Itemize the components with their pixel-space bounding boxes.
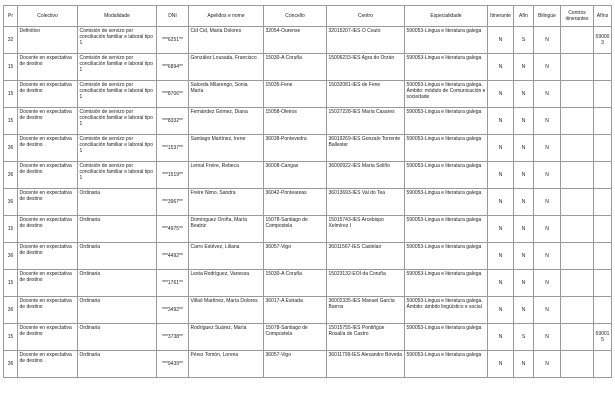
cell-dni: ***1537**	[157, 135, 189, 162]
cell-especialidade: 590053-Lingua e literatura galega	[405, 351, 488, 378]
cell-pr: 15	[4, 108, 18, 135]
cell-colectivo: Docente en expectativa de destino	[18, 216, 78, 243]
cell-bilingue: N	[534, 81, 561, 108]
cell-centro: 15006233-IES Agra do Orzán	[327, 54, 405, 81]
cell-centros-itinerantes	[561, 189, 594, 216]
cell-dni: ***9439**	[157, 351, 189, 378]
cell-dni: ***3738**	[157, 324, 189, 351]
cell-centro: 15015755-IES Pontiñgüe Rosalía de Castro	[327, 324, 405, 351]
cell-apelidos-nome: Santiago Martínez, Irene	[189, 135, 264, 162]
cell-concello: 15030-A Coruña	[264, 270, 327, 297]
cell-itinerante: N	[488, 216, 514, 243]
cell-especialidade: 590053-Lingua e literatura galega	[405, 54, 488, 81]
cell-especialidade: 590053-Lingua e literatura galega	[405, 243, 488, 270]
cell-especialidade: 590053-Lingua e literatura galega. Ámbito: ámbito lingüístico e social	[405, 297, 488, 324]
cell-pr: 36	[4, 297, 18, 324]
cell-itinerante: N	[488, 162, 514, 189]
cell-apelidos-nome: Fernández Gómez, Diana	[189, 108, 264, 135]
cell-itinerante: N	[488, 81, 514, 108]
cell-colectivo: Docente en expectativa de destino	[18, 189, 78, 216]
table-row	[4, 270, 612, 297]
cell-afins	[594, 54, 612, 81]
cell-centro: 36011567-IES Castelao	[327, 243, 405, 270]
cell-centros-itinerantes	[561, 27, 594, 54]
cell-afin: N	[514, 297, 534, 324]
cell-centro: 36011799-IES Alexandre Bóveda	[327, 351, 405, 378]
cell-pr: 15	[4, 216, 18, 243]
cell-centro: 36019269-IES Gonzalo Torrente Ballester	[327, 135, 405, 162]
cell-centros-itinerantes	[561, 108, 594, 135]
cell-centro: 15023132-EOI da Coruña	[327, 270, 405, 297]
cell-dni: ***6251**	[157, 27, 189, 54]
cell-concello: 36017-A Estrada	[264, 297, 327, 324]
cell-colectivo: Docente en expectativa de destino	[18, 81, 78, 108]
cell-centros-itinerantes	[561, 351, 594, 378]
cell-afin: N	[514, 108, 534, 135]
cell-centros-itinerantes	[561, 270, 594, 297]
cell-itinerante: N	[488, 297, 514, 324]
cell-modalidade: Comisión de servizo por conciliación familiar e laboral tipo 1	[78, 162, 157, 189]
cell-pr: 15	[4, 270, 18, 297]
table-row	[4, 162, 612, 189]
cell-centro: 36013693-IES Val do Tea	[327, 189, 405, 216]
cell-afin: N	[514, 243, 534, 270]
cell-centro: 15015743-IES Arcebispo Xelmírez I	[327, 216, 405, 243]
cell-concello: 15058-Oleiros	[264, 108, 327, 135]
cell-itinerante: N	[488, 54, 514, 81]
cell-concello: 36038-Pontevedra	[264, 135, 327, 162]
cell-concello: 36057-Vigo	[264, 351, 327, 378]
cell-apelidos-nome: Lesta Rodríguez, Vanessa	[189, 270, 264, 297]
cell-colectivo: Docente en expectativa de destino	[18, 162, 78, 189]
cell-bilingue: N	[534, 162, 561, 189]
col-bilingue-header: Bilingüe	[534, 6, 561, 27]
cell-afin: N	[514, 270, 534, 297]
cell-afins	[594, 189, 612, 216]
cell-colectivo: Docente en expectativa de destino	[18, 270, 78, 297]
cell-dni: ***3492**	[157, 297, 189, 324]
cell-modalidade: Ordinaria	[78, 351, 157, 378]
cell-pr: 36	[4, 135, 18, 162]
cell-modalidade: Comisión de servizo por conciliación familiar e laboral tipo 1	[78, 27, 157, 54]
cell-centro: 36000922-IES María Soliño	[327, 162, 405, 189]
assignments-table	[3, 5, 612, 378]
cell-pr: 36	[4, 189, 18, 216]
cell-modalidade: Comisión de servizo por conciliación familiar e laboral tipo 1	[78, 54, 157, 81]
table-row	[4, 189, 612, 216]
table-row	[4, 108, 612, 135]
cell-apelidos-nome: Salceda Milarengo, Sonia María	[189, 81, 264, 108]
cell-concello: 15078-Santiago de Compostela	[264, 216, 327, 243]
cell-centros-itinerantes	[561, 216, 594, 243]
cell-apelidos-nome: Rodríguez Suárez, María	[189, 324, 264, 351]
cell-apelidos-nome: Villaó Martínez, María Dolores	[189, 297, 264, 324]
cell-especialidade: 590053-Lingua e literatura galega	[405, 189, 488, 216]
cell-concello: 36057-Vigo	[264, 243, 327, 270]
col-dni-header: DNI	[157, 6, 189, 27]
cell-dni: ***1761**	[157, 270, 189, 297]
cell-bilingue: N	[534, 27, 561, 54]
cell-pr: 36	[4, 162, 18, 189]
table-row	[4, 27, 612, 54]
col-especialidade-header: Especialidade	[405, 6, 488, 27]
cell-modalidade: Ordinaria	[78, 189, 157, 216]
table-header-row	[4, 6, 612, 27]
table-row	[4, 135, 612, 162]
cell-afins	[594, 81, 612, 108]
col-concello-header: Concello	[264, 6, 327, 27]
cell-itinerante: N	[488, 189, 514, 216]
table-row	[4, 324, 612, 351]
cell-colectivo: Docente en expectativa de destino	[18, 54, 78, 81]
table-row	[4, 351, 612, 378]
cell-afins	[594, 243, 612, 270]
cell-pr: 32	[4, 27, 18, 54]
cell-afin: N	[514, 189, 534, 216]
cell-afins: 590015	[594, 324, 612, 351]
cell-dni: ***4492**	[157, 243, 189, 270]
cell-afins	[594, 351, 612, 378]
cell-modalidade: Ordinaria	[78, 243, 157, 270]
table-row	[4, 297, 612, 324]
cell-centros-itinerantes	[561, 243, 594, 270]
cell-especialidade: 590053-Lingua e literatura galega	[405, 162, 488, 189]
cell-apelidos-nome: González Lousada, Francisco	[189, 54, 264, 81]
cell-centro: 15027228-IES María Casares	[327, 108, 405, 135]
col-apelidos-nome-header: Apelidos e nome	[189, 6, 264, 27]
cell-itinerante: N	[488, 351, 514, 378]
cell-itinerante: N	[488, 135, 514, 162]
cell-centros-itinerantes	[561, 324, 594, 351]
cell-colectivo: Definitivo	[18, 27, 78, 54]
cell-colectivo: Docente en expectativa de destino	[18, 108, 78, 135]
cell-centros-itinerantes	[561, 81, 594, 108]
cell-modalidade: Comisión de servizo por conciliación familiar e laboral tipo 1	[78, 135, 157, 162]
cell-dni: ***4975**	[157, 216, 189, 243]
cell-especialidade: 590053-Lingua e literatura galega	[405, 216, 488, 243]
cell-centro: 15032081-IES de Fene	[327, 81, 405, 108]
col-centro-header: Centro	[327, 6, 405, 27]
cell-afins: 590003	[594, 27, 612, 54]
col-colectivo-header: Colectivo	[18, 6, 78, 27]
cell-concello: 36042-Ponteareas	[264, 189, 327, 216]
cell-afins	[594, 135, 612, 162]
cell-colectivo: Docente en expectativa de destino	[18, 243, 78, 270]
cell-dni: ***8706**	[157, 81, 189, 108]
cell-afins	[594, 216, 612, 243]
table-row	[4, 216, 612, 243]
cell-especialidade: 590053-Lingua e literatura galega. Ámbito: módulo de Comunicación e sociedade	[405, 81, 488, 108]
cell-itinerante: N	[488, 27, 514, 54]
cell-afin: N	[514, 216, 534, 243]
cell-bilingue: N	[534, 135, 561, 162]
cell-concello: 15078-Santiago de Compostela	[264, 324, 327, 351]
cell-centros-itinerantes	[561, 135, 594, 162]
cell-itinerante: N	[488, 108, 514, 135]
col-pr-header: Pr	[4, 6, 18, 27]
cell-afin: S	[514, 27, 534, 54]
cell-pr: 15	[4, 324, 18, 351]
cell-especialidade: 590053-Lingua e literatura galega	[405, 324, 488, 351]
cell-bilingue: N	[534, 351, 561, 378]
cell-apelidos-nome: Domínguez Oroña, María Beatriz	[189, 216, 264, 243]
cell-apelidos-nome: Freire Nimo, Sandra	[189, 189, 264, 216]
cell-apelidos-nome: Pérez Tomón, Lorena	[189, 351, 264, 378]
cell-itinerante: N	[488, 243, 514, 270]
cell-colectivo: Docente en expectativa de destino	[18, 324, 78, 351]
cell-especialidade: 590053-Lingua e literatura galega	[405, 270, 488, 297]
cell-centro: 36002335-IES Manuel García Barros	[327, 297, 405, 324]
cell-pr: 15	[4, 54, 18, 81]
cell-dni: ***3967**	[157, 189, 189, 216]
cell-bilingue: N	[534, 324, 561, 351]
cell-modalidade: Comisión de servizo por conciliación familiar e laboral tipo 1	[78, 108, 157, 135]
cell-afins	[594, 162, 612, 189]
cell-afins	[594, 108, 612, 135]
cell-concello: 32054-Ourense	[264, 27, 327, 54]
col-afins-header: Afíns	[594, 6, 612, 27]
table-row	[4, 54, 612, 81]
cell-itinerante: N	[488, 324, 514, 351]
cell-pr: 36	[4, 351, 18, 378]
cell-afin: N	[514, 351, 534, 378]
cell-bilingue: N	[534, 54, 561, 81]
cell-centros-itinerantes	[561, 162, 594, 189]
cell-bilingue: N	[534, 243, 561, 270]
col-afin-header: Afín	[514, 6, 534, 27]
col-modalidade-header: Modalidade	[78, 6, 157, 27]
cell-modalidade: Ordinaria	[78, 297, 157, 324]
cell-modalidade: Ordinaria	[78, 324, 157, 351]
cell-bilingue: N	[534, 270, 561, 297]
cell-especialidade: 590053-Lingua e literatura galega	[405, 135, 488, 162]
cell-apelidos-nome: Lemat Freire, Rebeca	[189, 162, 264, 189]
cell-bilingue: N	[534, 108, 561, 135]
cell-afin: S	[514, 324, 534, 351]
cell-concello: 15030-A Coruña	[264, 54, 327, 81]
cell-centro: 32015207-IES O Couto	[327, 27, 405, 54]
cell-concello: 15035-Fene	[264, 81, 327, 108]
cell-bilingue: N	[534, 216, 561, 243]
cell-centros-itinerantes	[561, 54, 594, 81]
cell-colectivo: Docente en expectativa de destino	[18, 297, 78, 324]
cell-afins	[594, 270, 612, 297]
cell-afin: N	[514, 54, 534, 81]
table-row	[4, 243, 612, 270]
col-itinerante-header: Itinerante	[488, 6, 514, 27]
cell-centros-itinerantes	[561, 297, 594, 324]
cell-itinerante: N	[488, 270, 514, 297]
cell-modalidade: Ordinaria	[78, 216, 157, 243]
cell-apelidos-nome: Cid Cid, María Dolores	[189, 27, 264, 54]
cell-modalidade: Ordinaria	[78, 270, 157, 297]
cell-afin: N	[514, 135, 534, 162]
cell-pr: 15	[4, 81, 18, 108]
cell-afin: N	[514, 81, 534, 108]
cell-especialidade: 590053-Lingua e literatura galega	[405, 108, 488, 135]
col-centros-itinerantes-header: Centros itinerantes	[561, 6, 594, 27]
cell-concello: 36008-Cangas	[264, 162, 327, 189]
cell-colectivo: Docente en expectativa de destino	[18, 135, 78, 162]
cell-dni: ***8332**	[157, 108, 189, 135]
cell-especialidade: 590053-Lingua e literatura galega	[405, 27, 488, 54]
cell-dni: ***6894**	[157, 54, 189, 81]
cell-apelidos-nome: Carro Estévez, Liliana	[189, 243, 264, 270]
cell-afin: N	[514, 162, 534, 189]
table-body	[4, 27, 612, 378]
cell-bilingue: N	[534, 189, 561, 216]
cell-pr: 36	[4, 243, 18, 270]
cell-colectivo: Docente en expectativa de destino	[18, 351, 78, 378]
table-row	[4, 81, 612, 108]
cell-dni: ***1519**	[157, 162, 189, 189]
cell-modalidade: Comisión de servizo por conciliación familiar e laboral tipo 1	[78, 81, 157, 108]
cell-bilingue: N	[534, 297, 561, 324]
cell-afins	[594, 297, 612, 324]
